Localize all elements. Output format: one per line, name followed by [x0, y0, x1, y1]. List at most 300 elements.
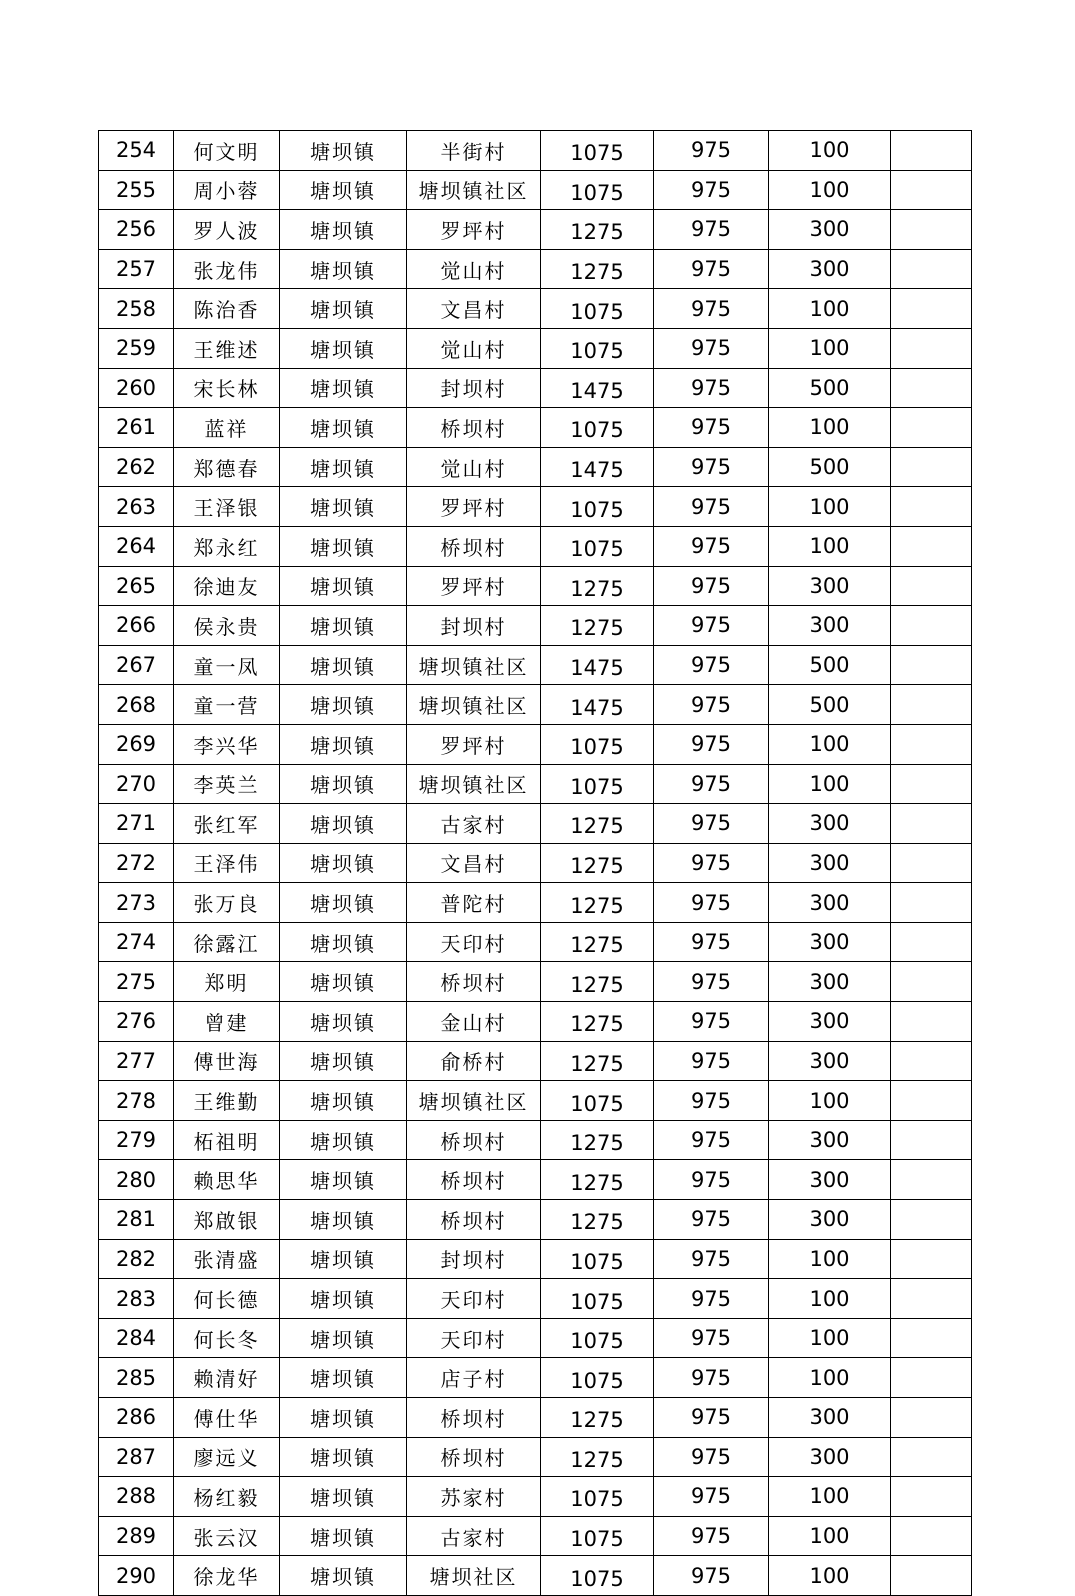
village-cell: 金山村 [407, 1002, 541, 1042]
extra-amount-cell: 100 [769, 1556, 891, 1596]
note-cell [891, 289, 972, 329]
extra-amount-cell: 300 [769, 210, 891, 250]
village-cell: 塘坝社区 [407, 1556, 541, 1596]
base-amount-cell: 975 [654, 210, 769, 250]
extra-amount-cell: 500 [769, 447, 891, 487]
table-row [99, 408, 972, 448]
note-cell [891, 1358, 972, 1398]
note-cell [891, 1437, 972, 1477]
table-row [99, 1437, 972, 1477]
person-name-cell: 郑永红 [174, 526, 280, 566]
table-row [99, 131, 972, 171]
village-cell: 俞桥村 [407, 1041, 541, 1081]
total-amount-cell: 1075 [541, 487, 654, 527]
total-amount-cell: 1075 [541, 170, 654, 210]
note-cell [891, 764, 972, 804]
base-amount-cell: 975 [654, 408, 769, 448]
town-cell: 塘坝镇 [280, 764, 407, 804]
row-number-cell: 280 [99, 1160, 174, 1200]
town-cell: 塘坝镇 [280, 685, 407, 725]
row-number-cell: 256 [99, 210, 174, 250]
note-cell [891, 1516, 972, 1556]
note-cell [891, 210, 972, 250]
row-number-cell: 276 [99, 1002, 174, 1042]
extra-amount-cell: 100 [769, 1279, 891, 1319]
total-amount-cell: 1275 [541, 1398, 654, 1438]
row-number-cell: 266 [99, 606, 174, 646]
extra-amount-cell: 100 [769, 487, 891, 527]
person-name-cell: 童一营 [174, 685, 280, 725]
row-number-cell: 283 [99, 1279, 174, 1319]
note-cell [891, 1041, 972, 1081]
row-number-cell: 273 [99, 883, 174, 923]
town-cell: 塘坝镇 [280, 1239, 407, 1279]
note-cell [891, 1160, 972, 1200]
village-cell: 桥坝村 [407, 1437, 541, 1477]
note-cell [891, 447, 972, 487]
village-cell: 桥坝村 [407, 1120, 541, 1160]
total-amount-cell: 1075 [541, 1477, 654, 1517]
extra-amount-cell: 100 [769, 408, 891, 448]
village-cell: 普陀村 [407, 883, 541, 923]
village-cell: 店子村 [407, 1358, 541, 1398]
village-cell: 桥坝村 [407, 1398, 541, 1438]
row-number-cell: 285 [99, 1358, 174, 1398]
table-row [99, 1160, 972, 1200]
total-amount-cell: 1075 [541, 408, 654, 448]
table-row [99, 922, 972, 962]
town-cell: 塘坝镇 [280, 1002, 407, 1042]
extra-amount-cell: 300 [769, 922, 891, 962]
extra-amount-cell: 100 [769, 131, 891, 171]
town-cell: 塘坝镇 [280, 883, 407, 923]
village-cell: 古家村 [407, 804, 541, 844]
row-number-cell: 264 [99, 526, 174, 566]
extra-amount-cell: 100 [769, 1239, 891, 1279]
extra-amount-cell: 300 [769, 606, 891, 646]
row-number-cell: 262 [99, 447, 174, 487]
person-name-cell: 廖远义 [174, 1437, 280, 1477]
table-row [99, 1477, 972, 1517]
table-row [99, 526, 972, 566]
base-amount-cell: 975 [654, 566, 769, 606]
village-cell: 罗坪村 [407, 724, 541, 764]
town-cell: 塘坝镇 [280, 1041, 407, 1081]
note-cell [891, 526, 972, 566]
extra-amount-cell: 100 [769, 1477, 891, 1517]
note-cell [891, 131, 972, 171]
base-amount-cell: 975 [654, 606, 769, 646]
person-name-cell: 张红军 [174, 804, 280, 844]
base-amount-cell: 975 [654, 1358, 769, 1398]
total-amount-cell: 1075 [541, 328, 654, 368]
person-name-cell: 王维勤 [174, 1081, 280, 1121]
total-amount-cell: 1275 [541, 1041, 654, 1081]
village-cell: 觉山村 [407, 249, 541, 289]
person-name-cell: 周小蓉 [174, 170, 280, 210]
base-amount-cell: 975 [654, 922, 769, 962]
village-cell: 桥坝村 [407, 1160, 541, 1200]
person-name-cell: 张万良 [174, 883, 280, 923]
base-amount-cell: 975 [654, 724, 769, 764]
table-row [99, 764, 972, 804]
table-row [99, 1041, 972, 1081]
note-cell [891, 883, 972, 923]
row-number-cell: 254 [99, 131, 174, 171]
table-row [99, 724, 972, 764]
person-name-cell: 柘祖明 [174, 1120, 280, 1160]
table-row [99, 487, 972, 527]
total-amount-cell: 1275 [541, 606, 654, 646]
row-number-cell: 275 [99, 962, 174, 1002]
town-cell: 塘坝镇 [280, 1437, 407, 1477]
person-name-cell: 王泽伟 [174, 843, 280, 883]
note-cell [891, 1120, 972, 1160]
extra-amount-cell: 100 [769, 1516, 891, 1556]
town-cell: 塘坝镇 [280, 804, 407, 844]
person-name-cell: 侯永贵 [174, 606, 280, 646]
village-cell: 文昌村 [407, 843, 541, 883]
base-amount-cell: 975 [654, 843, 769, 883]
note-cell [891, 1398, 972, 1438]
village-cell: 封坝村 [407, 606, 541, 646]
town-cell: 塘坝镇 [280, 843, 407, 883]
town-cell: 塘坝镇 [280, 289, 407, 329]
base-amount-cell: 975 [654, 131, 769, 171]
row-number-cell: 261 [99, 408, 174, 448]
base-amount-cell: 975 [654, 962, 769, 1002]
village-cell: 罗坪村 [407, 210, 541, 250]
total-amount-cell: 1075 [541, 1358, 654, 1398]
total-amount-cell: 1475 [541, 645, 654, 685]
village-cell: 罗坪村 [407, 487, 541, 527]
total-amount-cell: 1475 [541, 447, 654, 487]
person-name-cell: 曾建 [174, 1002, 280, 1042]
extra-amount-cell: 100 [769, 1358, 891, 1398]
village-cell: 罗坪村 [407, 566, 541, 606]
note-cell [891, 645, 972, 685]
village-cell: 天印村 [407, 1318, 541, 1358]
note-cell [891, 843, 972, 883]
base-amount-cell: 975 [654, 883, 769, 923]
person-name-cell: 郑德春 [174, 447, 280, 487]
note-cell [891, 368, 972, 408]
extra-amount-cell: 100 [769, 526, 891, 566]
base-amount-cell: 975 [654, 1041, 769, 1081]
total-amount-cell: 1275 [541, 1200, 654, 1240]
total-amount-cell: 1075 [541, 131, 654, 171]
town-cell: 塘坝镇 [280, 1200, 407, 1240]
village-cell: 文昌村 [407, 289, 541, 329]
table-row [99, 249, 972, 289]
person-name-cell: 蓝祥 [174, 408, 280, 448]
base-amount-cell: 975 [654, 1437, 769, 1477]
total-amount-cell: 1275 [541, 962, 654, 1002]
total-amount-cell: 1075 [541, 1081, 654, 1121]
total-amount-cell: 1275 [541, 843, 654, 883]
person-name-cell: 陈治香 [174, 289, 280, 329]
extra-amount-cell: 300 [769, 1041, 891, 1081]
person-name-cell: 王泽银 [174, 487, 280, 527]
total-amount-cell: 1275 [541, 1160, 654, 1200]
table-row [99, 170, 972, 210]
base-amount-cell: 975 [654, 1239, 769, 1279]
base-amount-cell: 975 [654, 685, 769, 725]
town-cell: 塘坝镇 [280, 328, 407, 368]
note-cell [891, 249, 972, 289]
row-number-cell: 282 [99, 1239, 174, 1279]
row-number-cell: 268 [99, 685, 174, 725]
note-cell [891, 170, 972, 210]
base-amount-cell: 975 [654, 1516, 769, 1556]
row-number-cell: 274 [99, 922, 174, 962]
total-amount-cell: 1275 [541, 1437, 654, 1477]
note-cell [891, 1556, 972, 1596]
total-amount-cell: 1075 [541, 1239, 654, 1279]
note-cell [891, 1477, 972, 1517]
person-name-cell: 张清盛 [174, 1239, 280, 1279]
row-number-cell: 272 [99, 843, 174, 883]
total-amount-cell: 1075 [541, 526, 654, 566]
extra-amount-cell: 300 [769, 804, 891, 844]
person-name-cell: 傅世海 [174, 1041, 280, 1081]
base-amount-cell: 975 [654, 1002, 769, 1042]
base-amount-cell: 975 [654, 487, 769, 527]
town-cell: 塘坝镇 [280, 249, 407, 289]
town-cell: 塘坝镇 [280, 487, 407, 527]
extra-amount-cell: 300 [769, 1398, 891, 1438]
village-cell: 觉山村 [407, 447, 541, 487]
town-cell: 塘坝镇 [280, 1120, 407, 1160]
total-amount-cell: 1075 [541, 1318, 654, 1358]
note-cell [891, 1200, 972, 1240]
note-cell [891, 1239, 972, 1279]
village-cell: 塘坝镇社区 [407, 764, 541, 804]
extra-amount-cell: 500 [769, 685, 891, 725]
table-row [99, 328, 972, 368]
table-row [99, 1002, 972, 1042]
town-cell: 塘坝镇 [280, 1556, 407, 1596]
row-number-cell: 287 [99, 1437, 174, 1477]
town-cell: 塘坝镇 [280, 1516, 407, 1556]
total-amount-cell: 1075 [541, 1516, 654, 1556]
note-cell [891, 1279, 972, 1319]
row-number-cell: 263 [99, 487, 174, 527]
total-amount-cell: 1075 [541, 289, 654, 329]
total-amount-cell: 1275 [541, 922, 654, 962]
extra-amount-cell: 300 [769, 1002, 891, 1042]
town-cell: 塘坝镇 [280, 724, 407, 764]
town-cell: 塘坝镇 [280, 368, 407, 408]
note-cell [891, 962, 972, 1002]
town-cell: 塘坝镇 [280, 1477, 407, 1517]
person-name-cell: 童一凤 [174, 645, 280, 685]
village-cell: 桥坝村 [407, 962, 541, 1002]
person-name-cell: 张云汉 [174, 1516, 280, 1556]
town-cell: 塘坝镇 [280, 131, 407, 171]
table-row [99, 962, 972, 1002]
base-amount-cell: 975 [654, 249, 769, 289]
person-name-cell: 赖清好 [174, 1358, 280, 1398]
total-amount-cell: 1275 [541, 804, 654, 844]
person-name-cell: 李兴华 [174, 724, 280, 764]
extra-amount-cell: 100 [769, 289, 891, 329]
extra-amount-cell: 300 [769, 883, 891, 923]
village-cell: 觉山村 [407, 328, 541, 368]
person-name-cell: 李英兰 [174, 764, 280, 804]
row-number-cell: 258 [99, 289, 174, 329]
total-amount-cell: 1275 [541, 1120, 654, 1160]
extra-amount-cell: 300 [769, 1120, 891, 1160]
town-cell: 塘坝镇 [280, 962, 407, 1002]
base-amount-cell: 975 [654, 1160, 769, 1200]
row-number-cell: 260 [99, 368, 174, 408]
person-name-cell: 杨红毅 [174, 1477, 280, 1517]
person-name-cell: 张龙伟 [174, 249, 280, 289]
base-amount-cell: 975 [654, 170, 769, 210]
base-amount-cell: 975 [654, 289, 769, 329]
table-row [99, 1318, 972, 1358]
village-cell: 苏家村 [407, 1477, 541, 1517]
note-cell [891, 922, 972, 962]
base-amount-cell: 975 [654, 1556, 769, 1596]
row-number-cell: 259 [99, 328, 174, 368]
person-name-cell: 何长冬 [174, 1318, 280, 1358]
row-number-cell: 277 [99, 1041, 174, 1081]
village-cell: 塘坝镇社区 [407, 645, 541, 685]
village-cell: 半街村 [407, 131, 541, 171]
total-amount-cell: 1275 [541, 566, 654, 606]
village-cell: 古家村 [407, 1516, 541, 1556]
extra-amount-cell: 100 [769, 328, 891, 368]
base-amount-cell: 975 [654, 1120, 769, 1160]
row-number-cell: 286 [99, 1398, 174, 1438]
note-cell [891, 606, 972, 646]
town-cell: 塘坝镇 [280, 566, 407, 606]
table-row [99, 645, 972, 685]
person-name-cell: 罗人波 [174, 210, 280, 250]
person-name-cell: 傅仕华 [174, 1398, 280, 1438]
town-cell: 塘坝镇 [280, 170, 407, 210]
person-name-cell: 何长德 [174, 1279, 280, 1319]
table-row [99, 368, 972, 408]
village-cell: 封坝村 [407, 1239, 541, 1279]
table-row [99, 1398, 972, 1438]
town-cell: 塘坝镇 [280, 210, 407, 250]
village-cell: 塘坝镇社区 [407, 1081, 541, 1121]
person-name-cell: 王维述 [174, 328, 280, 368]
note-cell [891, 1318, 972, 1358]
extra-amount-cell: 300 [769, 1200, 891, 1240]
table-row [99, 685, 972, 725]
row-number-cell: 255 [99, 170, 174, 210]
base-amount-cell: 975 [654, 764, 769, 804]
base-amount-cell: 975 [654, 1477, 769, 1517]
person-name-cell: 宋长林 [174, 368, 280, 408]
total-amount-cell: 1475 [541, 685, 654, 725]
base-amount-cell: 975 [654, 328, 769, 368]
town-cell: 塘坝镇 [280, 408, 407, 448]
base-amount-cell: 975 [654, 1200, 769, 1240]
note-cell [891, 566, 972, 606]
row-number-cell: 290 [99, 1556, 174, 1596]
person-name-cell: 何文明 [174, 131, 280, 171]
extra-amount-cell: 300 [769, 1160, 891, 1200]
person-name-cell: 徐露江 [174, 922, 280, 962]
table-body [99, 131, 972, 1596]
extra-amount-cell: 500 [769, 645, 891, 685]
base-amount-cell: 975 [654, 804, 769, 844]
table-row [99, 1200, 972, 1240]
extra-amount-cell: 100 [769, 764, 891, 804]
town-cell: 塘坝镇 [280, 1358, 407, 1398]
table-row [99, 1556, 972, 1596]
extra-amount-cell: 100 [769, 1318, 891, 1358]
extra-amount-cell: 300 [769, 249, 891, 289]
town-cell: 塘坝镇 [280, 526, 407, 566]
person-name-cell: 郑明 [174, 962, 280, 1002]
extra-amount-cell: 100 [769, 170, 891, 210]
total-amount-cell: 1075 [541, 764, 654, 804]
table-row [99, 804, 972, 844]
town-cell: 塘坝镇 [280, 1279, 407, 1319]
total-amount-cell: 1475 [541, 368, 654, 408]
total-amount-cell: 1075 [541, 1556, 654, 1596]
person-name-cell: 赖思华 [174, 1160, 280, 1200]
extra-amount-cell: 100 [769, 724, 891, 764]
total-amount-cell: 1275 [541, 1002, 654, 1042]
total-amount-cell: 1075 [541, 724, 654, 764]
person-name-cell: 徐迪友 [174, 566, 280, 606]
town-cell: 塘坝镇 [280, 645, 407, 685]
table-row [99, 1120, 972, 1160]
row-number-cell: 265 [99, 566, 174, 606]
village-cell: 桥坝村 [407, 408, 541, 448]
note-cell [891, 685, 972, 725]
table-row [99, 210, 972, 250]
extra-amount-cell: 300 [769, 843, 891, 883]
base-amount-cell: 975 [654, 1081, 769, 1121]
row-number-cell: 281 [99, 1200, 174, 1240]
note-cell [891, 1081, 972, 1121]
note-cell [891, 724, 972, 764]
row-number-cell: 271 [99, 804, 174, 844]
row-number-cell: 289 [99, 1516, 174, 1556]
table-row [99, 1081, 972, 1121]
extra-amount-cell: 300 [769, 566, 891, 606]
row-number-cell: 270 [99, 764, 174, 804]
town-cell: 塘坝镇 [280, 447, 407, 487]
village-cell: 封坝村 [407, 368, 541, 408]
table-row [99, 289, 972, 329]
table-row [99, 843, 972, 883]
town-cell: 塘坝镇 [280, 1081, 407, 1121]
row-number-cell: 288 [99, 1477, 174, 1517]
village-cell: 天印村 [407, 1279, 541, 1319]
extra-amount-cell: 100 [769, 1081, 891, 1121]
village-cell: 塘坝镇社区 [407, 170, 541, 210]
total-amount-cell: 1275 [541, 210, 654, 250]
base-amount-cell: 975 [654, 447, 769, 487]
table-row [99, 447, 972, 487]
town-cell: 塘坝镇 [280, 922, 407, 962]
base-amount-cell: 975 [654, 1318, 769, 1358]
base-amount-cell: 975 [654, 645, 769, 685]
note-cell [891, 1002, 972, 1042]
table-row [99, 566, 972, 606]
village-cell: 塘坝镇社区 [407, 685, 541, 725]
table-row [99, 606, 972, 646]
